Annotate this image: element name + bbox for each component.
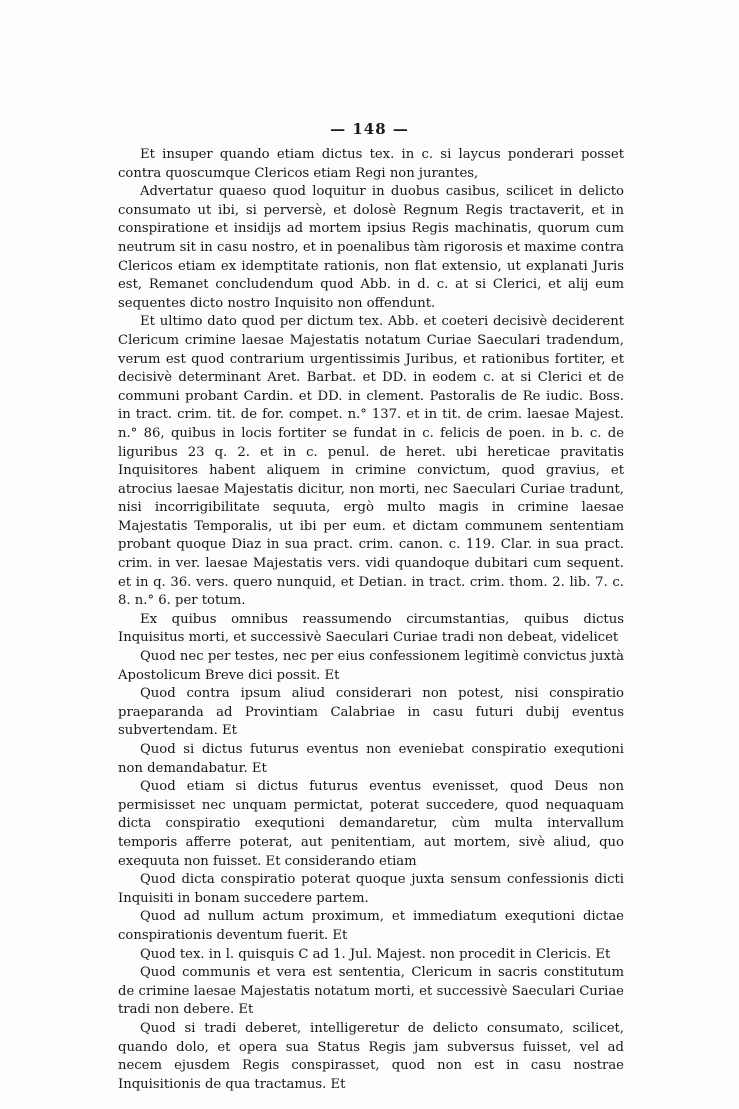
paragraph-1: Et insuper quando etiam dictus tex. in c. si laycus ponderari posset contra quoscumque Clericos etiam Regi non jurantes,	[118, 147, 624, 181]
page-number: — 148 —	[330, 120, 409, 138]
paragraph-12: Quod communis et vera est sententia, Clericum in sacris constitutum de crimine laesae Majestatis notatum morti, et successivè Saeculari Curiae tradi non debere. Et	[118, 965, 624, 1018]
paragraph-11: Quod tex. in l. quisquis C ad 1. Jul. Majest. non procedit in Clericis. Et	[140, 946, 611, 962]
body-text	[118, 146, 624, 1094]
paragraph-6: Quod contra ipsum aliud considerari non potest, nisi conspiratio praeparanda ad Provintiam Calabriae in casu futuri dubij eventus subvertendam. Et	[118, 686, 624, 739]
paragraph-10: Quod ad nullum actum proximum, et immediatum exequtioni dictae conspirationis deventum fuerit. Et	[118, 909, 624, 943]
paragraph-13: Quod si tradi deberet, intelligeretur de delicto consumato, scilicet, quando dolo, et opera sua Status Regis jam subversus fuisset, vel ad necem ejusdem Regis conspirasset, quod non est in casu nostrae Inquisitionis de qua tractamus. Et	[118, 1020, 624, 1092]
paragraph-4: Ex quibus omnibus reassumendo circumstantias, quibus dictus Inquisitus morti, et successivè Saeculari Curiae tradi non debeat, videlicet	[118, 611, 624, 646]
paragraph-8: Quod etiam si dictus futurus eventus evenisset, quod Deus non permisisset nec unquam permictat, poterat succedere, quod nequaquam dicta conspiratio exequtioni demandaretur, cùm multa intervallum temporis afferre poterat, aut penitentiam, aut mortem, sivè aliud, quo exequuta non fuisset. Et considerando etiam	[118, 779, 624, 869]
paragraph-7: Quod si dictus futurus eventus non eveniebat conspiratio exequtioni non demandabatur. Et	[118, 742, 624, 776]
paragraph-9: Quod dicta conspiratio poterat quoque juxta sensum confessionis dicti Inquisiti in bonam succedere partem.	[118, 872, 624, 906]
paragraph-2: Advertatur quaeso quod loquitur in duobus casibus, scilicet in delicto consumato ut ibi, si perversè, et dolosè Regnum Regis tractaverit, et in conspiratione et insidijs ad mortem ipsius Regis machinatis, quorum cum neutrum sit in casu nostro, et in poenalibus tàm rigorosis et maxime contra Clericos etiam ex idemptitate rationis, non flat extensio, ut explanati Juris est, Remanet concludendum quod Abb. in d. c. at si Clerici, et alij eum sequentes dicto nostro Inquisito non offendunt.	[118, 184, 624, 311]
paragraph-3: Et ultimo dato quod per dictum tex. Abb. et coeteri decisivè deciderent Clericum crimine laesae Majestatis notatum Curiae Saeculari tradendum, verum est quod contrarium urgentissimis Juribus, et rationibus fortiter, et decisivè determinant Aret. Barbat. et DD. in eodem c. at si Clerici et de communi probant Cardin. et DD. in clement. Pastoralis de Re iudic. Boss. in tract. crim. tit. de for. compet. n.° 137. et in tit. de crim. laesae Majest. n.° 86, quibus in locis fortiter se fundat in c. felicis de poen. in b. c. de liguribus 23 q. 2. et in c. penul. de heret. ubi hereticae pravitatis Inquisitores habent aliquem in crimine convictum, quod gravius, et atrocius laesae Majestatis dicitur, non morti, nec Saeculari Curiae tradunt, nisi incorrigibilitate sequuta, ergò multo magis in crimine laesae Majestatis Temporalis, ut ibi per eum. et dictam communem sententiam probant quoque Diaz in sua pract. crim. canon. c. 119. Clar. in sua pract. crim. in ver. laesae Majestatis vers. vidi quandoque dubitari cum sequent. et in q. 36. vers. quero nunquid, et Detian. in tract. crim. thom. 2. lib. 7. c. 8. n.° 6. per totum.	[118, 314, 624, 609]
paragraph-5: Quod nec per testes, nec per eius confessionem legitimè convictus juxtà Apostolicum Breve dici possit. Et	[118, 649, 624, 683]
